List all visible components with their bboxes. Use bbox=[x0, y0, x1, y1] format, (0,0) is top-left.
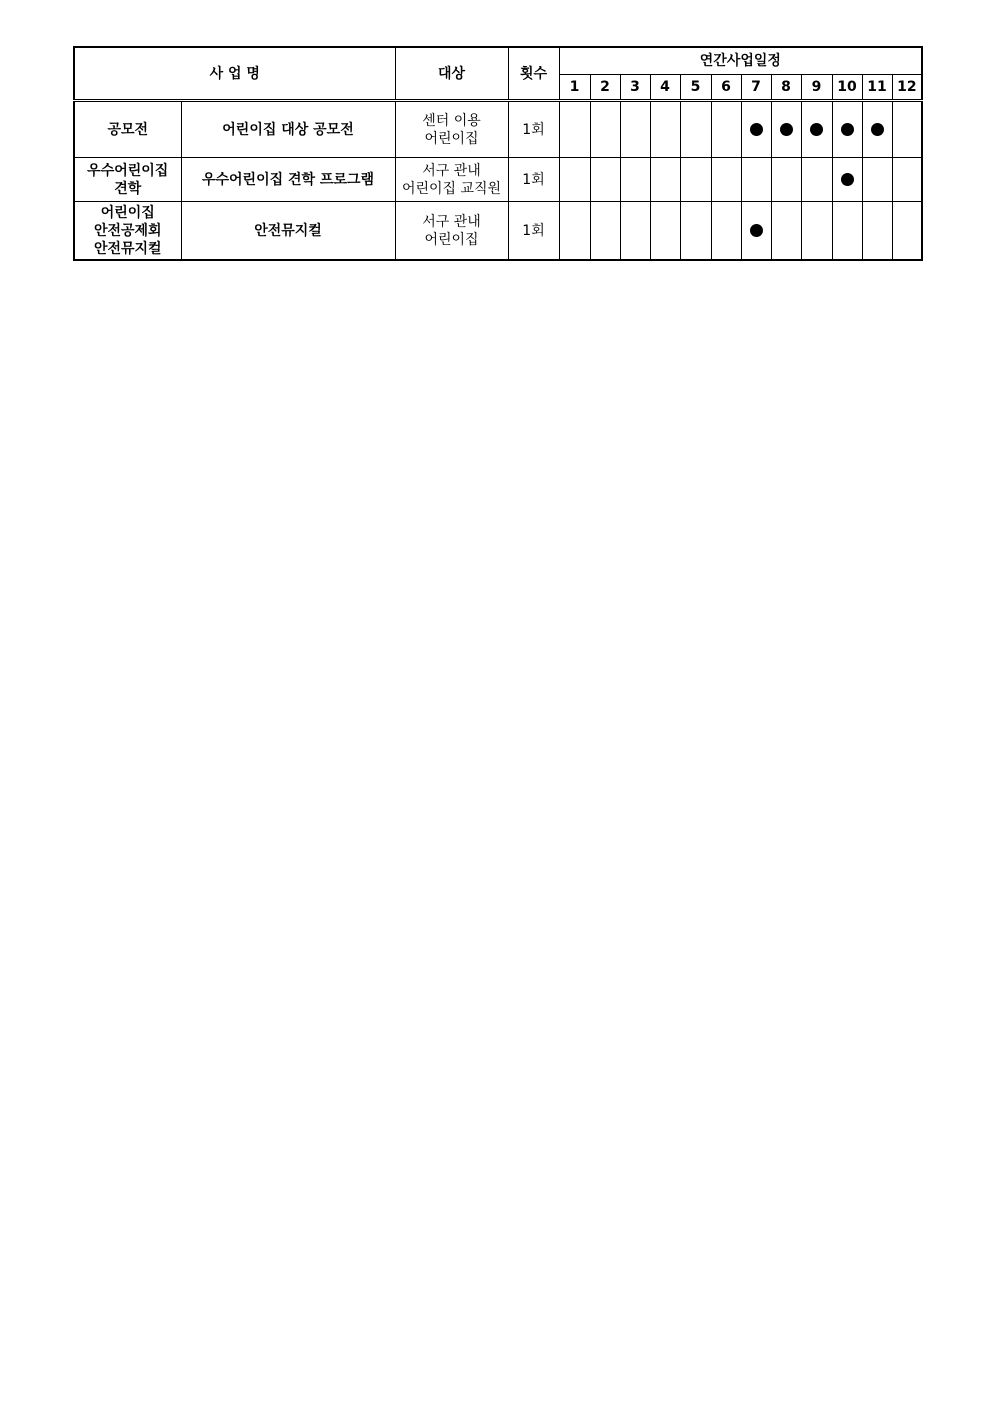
header-target: 대상 bbox=[395, 47, 508, 101]
month-cell bbox=[892, 101, 922, 158]
program-cell: 안전뮤지컬 bbox=[181, 202, 395, 261]
schedule-dot bbox=[750, 224, 763, 237]
month-cell bbox=[680, 101, 711, 158]
month-cell bbox=[862, 202, 892, 261]
month-cell bbox=[892, 202, 922, 261]
month-header: 5 bbox=[680, 75, 711, 101]
count-cell: 1회 bbox=[508, 202, 559, 261]
month-cell bbox=[680, 158, 711, 202]
month-cell bbox=[559, 158, 590, 202]
schedule-dot bbox=[750, 123, 763, 136]
header-count: 횟수 bbox=[508, 47, 559, 101]
header-row bbox=[74, 47, 922, 75]
month-header: 4 bbox=[650, 75, 680, 101]
month-header: 1 bbox=[559, 75, 590, 101]
month-cell bbox=[559, 101, 590, 158]
count-cell: 1회 bbox=[508, 158, 559, 202]
month-cell bbox=[590, 158, 620, 202]
target-cell: 서구 관내 어린이집 교직원 bbox=[395, 158, 508, 202]
month-cell bbox=[801, 101, 832, 158]
month-cell bbox=[711, 158, 741, 202]
month-cell bbox=[801, 158, 832, 202]
month-cell bbox=[862, 158, 892, 202]
month-cell bbox=[892, 158, 922, 202]
month-cell bbox=[832, 202, 862, 261]
annual-schedule-table bbox=[73, 46, 923, 261]
header-project-name: 사 업 명 bbox=[74, 47, 395, 101]
month-cell bbox=[650, 101, 680, 158]
month-cell bbox=[801, 202, 832, 261]
month-header: 11 bbox=[862, 75, 892, 101]
target-cell: 서구 관내 어린이집 bbox=[395, 202, 508, 261]
month-cell bbox=[771, 202, 801, 261]
month-cell bbox=[771, 158, 801, 202]
month-cell bbox=[741, 158, 771, 202]
header-annual-schedule: 연간사업일정 bbox=[559, 47, 922, 75]
month-cell bbox=[741, 101, 771, 158]
program-cell: 어린이집 대상 공모전 bbox=[181, 101, 395, 158]
schedule-dot bbox=[841, 173, 854, 186]
month-cell bbox=[620, 158, 650, 202]
month-cell bbox=[620, 202, 650, 261]
month-cell bbox=[680, 202, 711, 261]
month-header: 2 bbox=[590, 75, 620, 101]
schedule-dot bbox=[780, 123, 793, 136]
month-cell bbox=[711, 101, 741, 158]
month-header: 10 bbox=[832, 75, 862, 101]
program-cell: 우수어린이집 견학 프로그램 bbox=[181, 158, 395, 202]
table-row bbox=[74, 158, 922, 202]
category-cell: 어린이집 안전공제회 안전뮤지컬 bbox=[74, 202, 181, 261]
month-header: 12 bbox=[892, 75, 922, 101]
month-cell bbox=[741, 202, 771, 261]
month-cell bbox=[590, 202, 620, 261]
month-cell bbox=[590, 101, 620, 158]
month-cell bbox=[650, 158, 680, 202]
category-cell: 우수어린이집 견학 bbox=[74, 158, 181, 202]
month-cell bbox=[620, 101, 650, 158]
month-cell bbox=[832, 101, 862, 158]
target-cell: 센터 이용 어린이집 bbox=[395, 101, 508, 158]
month-header: 3 bbox=[620, 75, 650, 101]
month-header: 7 bbox=[741, 75, 771, 101]
table-row bbox=[74, 202, 922, 261]
schedule-dot bbox=[871, 123, 884, 136]
table-row bbox=[74, 101, 922, 158]
month-header: 8 bbox=[771, 75, 801, 101]
month-cell bbox=[650, 202, 680, 261]
month-header: 6 bbox=[711, 75, 741, 101]
month-cell bbox=[862, 101, 892, 158]
category-cell: 공모전 bbox=[74, 101, 181, 158]
schedule-dot bbox=[841, 123, 854, 136]
count-cell: 1회 bbox=[508, 101, 559, 158]
month-cell bbox=[559, 202, 590, 261]
month-header: 9 bbox=[801, 75, 832, 101]
schedule-dot bbox=[810, 123, 823, 136]
month-cell bbox=[711, 202, 741, 261]
month-cell bbox=[832, 158, 862, 202]
month-cell bbox=[771, 101, 801, 158]
